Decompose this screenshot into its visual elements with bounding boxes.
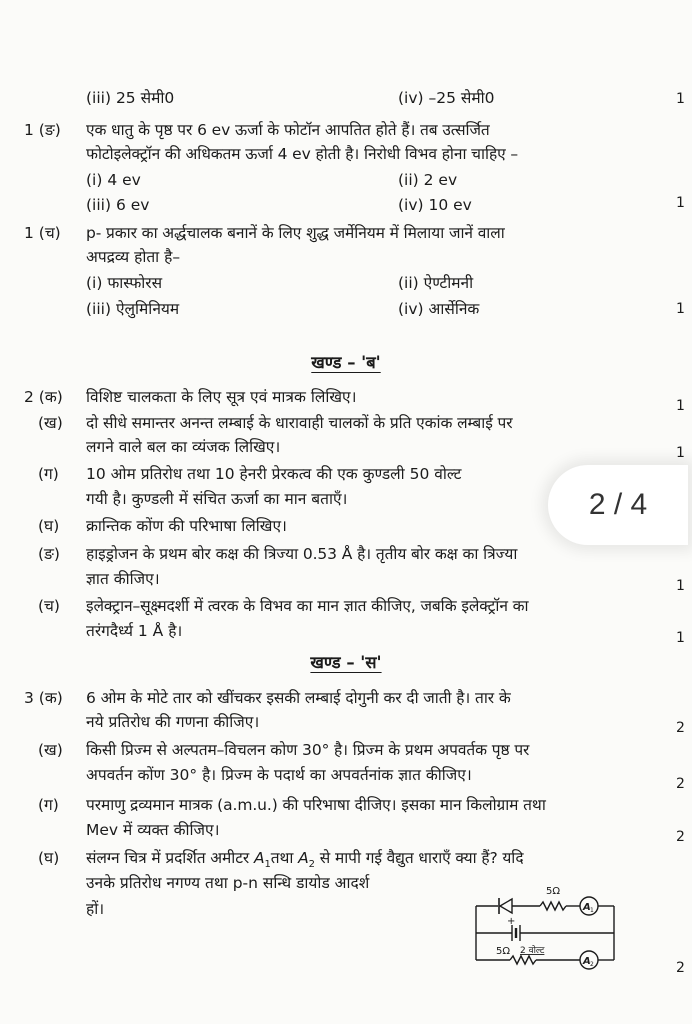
mark: 2 [676,960,685,976]
option-ii: (ii) ऐण्टीमनी [398,274,474,292]
question-text: तरंगदैर्ध्य 1 Å है। [86,622,183,640]
question-text: उनके प्रतिरोध नगण्य तथा p-n सन्धि डायोड आदर्श [86,874,370,892]
svg-text:1: 1 [590,907,594,914]
svg-text:A: A [583,956,591,967]
resistor-top-label: 5Ω [546,886,561,897]
mark: 2 [676,776,685,792]
question-number: 3 (क) [24,689,63,707]
section-heading-b: खण्ड – 'ब' [311,353,381,372]
question-text: हाइड्रोजन के प्रथम बोर कक्ष की त्रिज्या 0.53 Å है। तृतीय बोर कक्ष का त्रिज्या [86,545,518,563]
battery-voltage-label: 2 वोल्ट [520,946,545,956]
mark: 2 [676,720,685,736]
question-text: एक धातु के पृष्ठ पर 6 ev ऊर्जा के फोटॉन आपतित होते हैं। तब उत्सर्जित [86,121,490,139]
question-number: (च) [38,597,60,615]
option-i: (i) फास्फोरस [86,274,163,292]
mark: 1 [676,398,685,414]
question-text: 10 ओम प्रतिरोध तथा 10 हेनरी प्रेरकत्व की एक कुण्डली 50 वोल्ट [86,465,462,483]
question-text: गयी है। कुण्डली में संचित ऊर्जा का मान बताएँ। [86,490,348,508]
mark: 1 [676,91,685,107]
question-text: हों। [86,900,105,918]
mark: 1 [676,578,685,594]
circuit-diagram [468,878,628,972]
option-iv: (iv) 10 ev [398,196,472,214]
question-text: Mev में व्यक्त कीजिए। [86,821,220,839]
question-text: संलग्न चित्र में प्रदर्शित अमीटर $A_1तथा$ $A_2$ से मापी गई वैद्युत धाराएँ क्या हैं? यदि [86,849,524,871]
section-heading-c: खण्ड – 'स' [310,653,382,672]
question-text: इलेक्ट्रान–सूक्ष्मदर्शी में त्वरक के विभव का मान ज्ञात कीजिए, जबकि इलेक्ट्रॉन का [86,597,529,615]
question-text: किसी प्रिज्म से अल्पतम–विचलन कोण 30° है। प्रिज्म के प्रथम अपवर्तक पृष्ठ पर [86,741,530,759]
question-number: (ख) [38,414,63,432]
question-text: दो सीधे समान्तर अनन्त लम्बाई के धारावाही चालकों के प्रति एकांक लम्बाई पर [86,414,513,432]
mark: 1 [676,445,685,461]
question-text: परमाणु द्रव्यमान मात्रक (a.m.u.) की परिभाषा दीजिए। इसका मान किलोग्राम तथा [86,796,546,814]
option-iv: (iv) आर्सेनिक [398,300,480,318]
question-text: अपद्रव्य होता है– [86,248,181,266]
question-text: विशिष्ट चालकता के लिए सूत्र एवं मात्रक लिखिए। [86,388,357,406]
mark: 2 [676,829,685,845]
question-text: फोटोइलेक्ट्रॉन की अधिकतम ऊर्जा 4 ev होती है। निरोधी विभव होना चाहिए – [86,145,519,163]
resistor-bottom-label: 5Ω [496,946,511,957]
question-text: p- प्रकार का अर्द्धचालक बनानें के लिए शुद्ध जर्मेनियम में मिलाया जानें वाला [86,224,505,242]
option-iii: (iii) 6 ev [86,196,150,214]
question-number: (घ) [38,517,60,535]
question-text: 6 ओम के मोटे तार को खींचकर इसकी लम्बाई दोगुनी कर दी जाती है। तार के [86,689,511,707]
diode-symbol [499,898,512,914]
battery-symbol [512,925,520,941]
question-number: (ग) [38,465,59,483]
page-indicator: 2 / 4 [548,465,688,545]
svg-text:2: 2 [590,961,594,968]
option-iv: (iv) –25 सेमी0 [398,89,495,107]
mark: 1 [676,630,685,646]
mark: 1 [676,301,685,317]
question-number: (घ) [38,849,60,867]
option-iii: (iii) 25 सेमी0 [86,89,175,107]
question-number: 1 (ङ) [24,121,61,139]
mark: 1 [676,195,685,211]
option-ii: (ii) 2 ev [398,171,458,189]
question-number: 1 (च) [24,224,61,242]
ammeter-a2 [580,951,598,969]
svg-text:A: A [583,902,591,913]
question-text: लगने वाले बल का व्यंजक लिखिए। [86,438,281,456]
question-text: क्रान्तिक कोंण की परिभाषा लिखिए। [86,517,287,535]
question-number: (ङ) [38,545,60,563]
option-i: (i) 4 ev [86,171,141,189]
question-number: 2 (क) [24,388,63,406]
question-text: ज्ञात कीजिए। [86,570,160,588]
battery-plus-label: + [507,916,516,927]
question-number: (ख) [38,741,63,759]
question-text: नये प्रतिरोध की गणना कीजिए। [86,713,260,731]
question-text: अपवर्तन कोंण 30° है। प्रिज्म के पदार्थ का अपवर्तनांक ज्ञात कीजिए। [86,766,472,784]
option-iii: (iii) ऐलुमिनियम [86,300,180,318]
ammeter-a1 [580,897,598,915]
question-number: (ग) [38,796,59,814]
